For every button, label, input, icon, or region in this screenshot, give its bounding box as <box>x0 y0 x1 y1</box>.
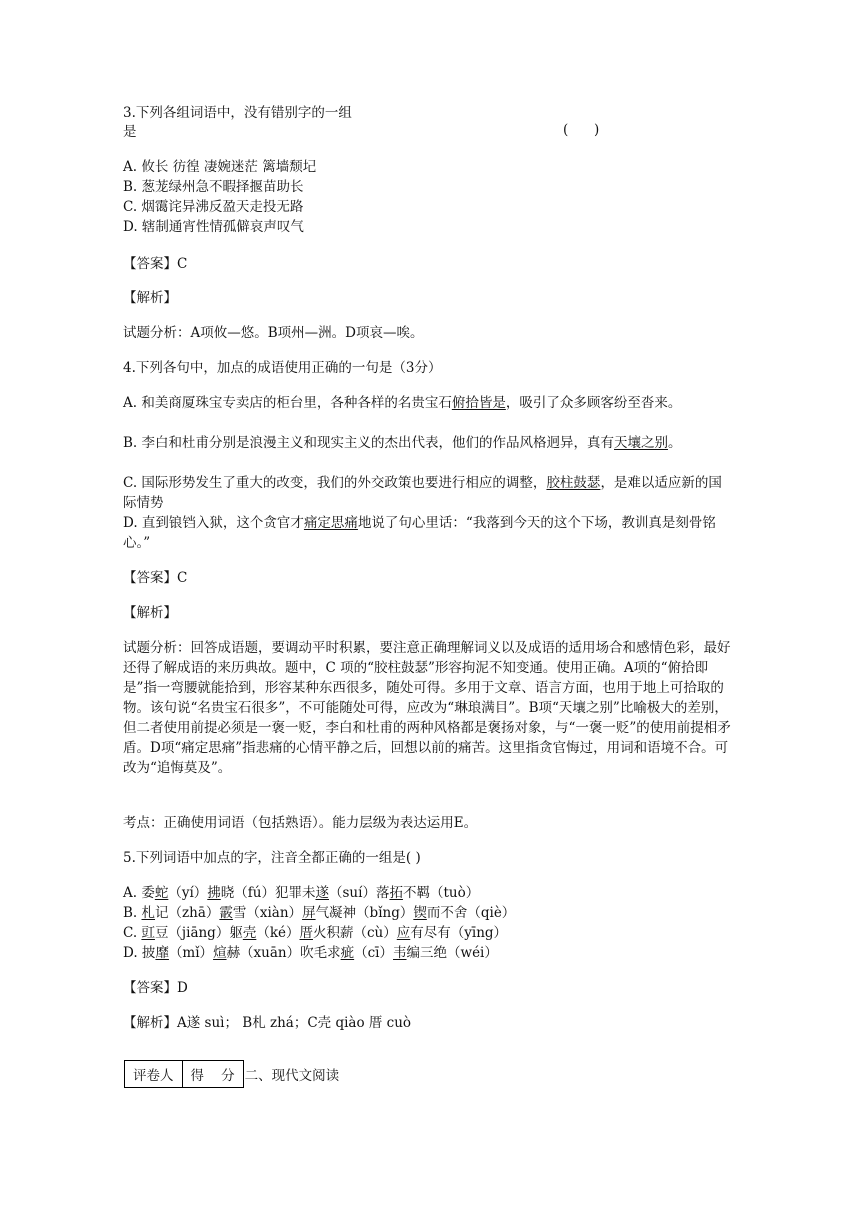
option-text: 而不舍（qiè） <box>426 905 516 921</box>
score-cell: 得 分 <box>182 1061 243 1088</box>
section-title: 二、现代文阅读 <box>244 1068 340 1084</box>
q4-option-d-idiom: 痛定思痛 <box>303 515 358 531</box>
q3-answer-paren: ( ) <box>563 122 600 138</box>
dotted-char: 蛇 <box>154 885 169 901</box>
option-text: 豆（jiāng）躯 <box>154 925 243 941</box>
dotted-char: 遂 <box>315 885 329 901</box>
dotted-char: 厝 <box>299 925 313 941</box>
option-text: 有尽有（yīng） <box>410 925 508 941</box>
q5-answer: 【答案】D <box>123 980 188 996</box>
dotted-char: 锲 <box>413 905 427 921</box>
q5-option-c <box>123 923 735 943</box>
q3-stem-line1: 3.下列各组词语中，没有错别字的一组 <box>123 105 352 121</box>
option-text: （suí）落 <box>329 885 390 901</box>
q4-option-b-idiom: 天壤之别 <box>614 435 669 451</box>
dotted-char: 豇 <box>141 925 155 941</box>
section-header <box>124 1060 339 1088</box>
q3-answer: 【答案】C <box>123 256 188 272</box>
q3-stem-line2: 是 <box>123 124 137 140</box>
option-text: 不羁（tuò） <box>402 885 480 901</box>
q5-option-d <box>123 943 735 963</box>
option-text: （ké） <box>256 925 300 941</box>
q4-option-b: B. 李白和杜甫分别是浪漫主义和现实主义的杰出代表，他们的作品风格迥异，真有天壤之别。 <box>123 435 682 451</box>
dotted-char: 札 <box>141 905 156 921</box>
option-text: 赫（xuān）吹毛求 <box>226 945 341 961</box>
option-text: 编三绝（wéi） <box>406 945 498 961</box>
q5-option-b <box>123 903 735 923</box>
option-text: 晓（fú）犯罪未 <box>220 885 316 901</box>
q4-kaodian: 考点：正确使用词语（包括熟语）。能力层级为表达运用E。 <box>123 815 478 831</box>
q3-option-d: D. 辖制通宵性情孤僻哀声叹气 <box>123 219 304 235</box>
q4-option-c: C. 国际形势发生了重大的改变，我们的外交政策也要进行相应的调整，胶柱鼓瑟，是难以适应新的国际情势 <box>123 475 722 511</box>
q3-analysis-label: 【解析】 <box>123 290 177 306</box>
dotted-char: 拂 <box>207 885 221 901</box>
option-text: （mǐ） <box>168 945 214 961</box>
q4-analysis-label: 【解析】 <box>123 605 177 621</box>
option-text: A. 委 <box>123 885 155 901</box>
q3-option-b: B. 葱茏绿州急不暇择揠苗助长 <box>123 179 304 195</box>
option-text: B. <box>123 905 142 921</box>
option-text: 记（zhā） <box>155 905 220 921</box>
option-text: 雪（xiàn） <box>232 905 303 921</box>
dotted-char: 靡 <box>155 945 169 961</box>
dotted-char: 拓 <box>389 885 403 901</box>
dotted-char: 屏 <box>302 905 316 921</box>
q5-stem: 5.下列词语中加点的字，注音全都正确的一组是( ) <box>123 850 421 866</box>
dotted-char: 霰 <box>219 905 233 921</box>
q3-option-a: A. 攸长 彷徨 凄婉迷茫 篱墙颓圮 <box>123 159 317 175</box>
dotted-char: 煊 <box>213 945 227 961</box>
q4-stem: 4.下列各句中，加点的成语使用正确的一句是（3分） <box>123 360 442 376</box>
dotted-char: 应 <box>396 925 411 941</box>
q4-analysis: 试题分析：回答成语题，要调动平时积累，要注意正确理解词义以及成语的适用场合和感情色彩，最好还得了解成语的来历典故。题中，C 项的“胶柱鼓瑟”形容拘泥不知变通。使用正确。A项的“俯拾即是”指一弯腰就能拾到，形容某种东西很多，随处可得。多用于文章、语言方面，也用于地上可拾取的物。该句说“名贵宝石很多”，不可能随处可得，应改为“琳琅满目”。B项“天壤之别”比喻极大的差别，但二者使用前提必须是一褒一贬，李白和杜甫的两种风格都是褒扬对象，与“一褒一贬”的使用前提相矛盾。D项“痛定思痛”指悲痛的心情平静之后，回想以前的痛苦。这里指贪官悔过，用词和语境不合。可改为“追悔莫及”。 <box>123 640 731 776</box>
option-text: 火积薪（cù） <box>313 925 397 941</box>
option-text: 气凝神（bǐng） <box>315 905 414 921</box>
q3-analysis: 试题分析：A项攸—悠。B项州—洲。D项哀—唉。 <box>123 325 424 341</box>
q4-answer: 【答案】C <box>123 570 188 586</box>
q4-option-d: D. 直到锒铛入狱，这个贪官才痛定思痛地说了句心里话：“我落到今天的这个下场，教训真是刻骨铭心。” <box>123 515 716 551</box>
q5-option-a <box>123 883 735 903</box>
score-table <box>124 1060 244 1088</box>
dotted-char: 韦 <box>393 945 407 961</box>
option-text: （cī） <box>354 945 394 961</box>
option-text: D. 披 <box>123 945 156 961</box>
grader-cell: 评卷人 <box>125 1061 183 1088</box>
option-text: C. <box>123 925 142 941</box>
q4-option-c-idiom: 胶柱鼓瑟 <box>546 475 601 491</box>
option-text: （yí） <box>168 885 208 901</box>
q4-option-a: A. 和美商厦珠宝专卖店的柜台里，各种各样的名贵宝石俯拾皆是，吸引了众多顾客纷至沓来。 <box>123 395 682 411</box>
dotted-char: 壳 <box>242 925 257 941</box>
q3-option-c: C. 烟霭诧异沸反盈天走投无路 <box>123 199 304 215</box>
q5-analysis: 【解析】A遂 suì； B札 zhá；C壳 qiào 厝 cuò <box>123 1015 412 1031</box>
dotted-char: 疵 <box>340 945 355 961</box>
q4-option-a-idiom: 俯拾皆是 <box>451 395 506 411</box>
